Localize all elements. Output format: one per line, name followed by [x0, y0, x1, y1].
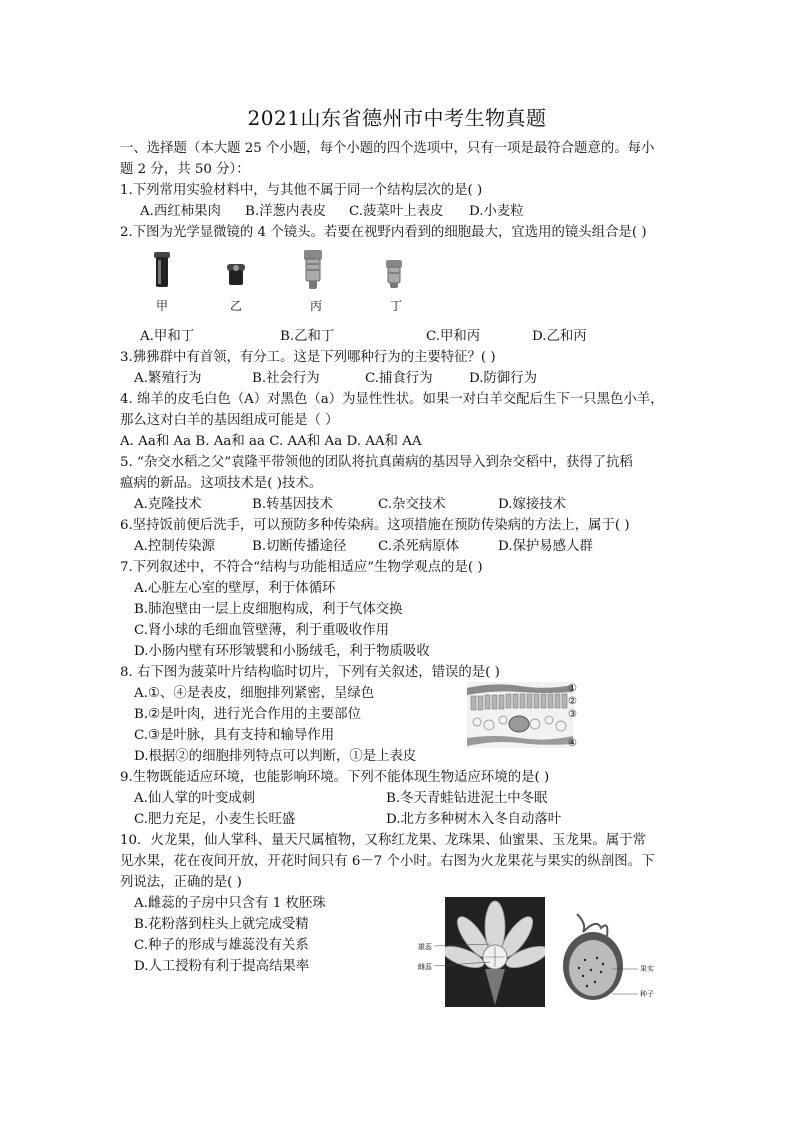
q8-option-c: C.③是叶脉，具有支持和输导作用 [134, 728, 335, 743]
q3-option-c: C.捕食行为 [365, 371, 433, 386]
lens-ding-icon [386, 260, 402, 288]
q7-option-a: A.心脏左心室的壁厚，利于体循环 [134, 581, 336, 596]
q6-option-c: C.杀死病原体 [378, 539, 459, 554]
lens-yi-icon [227, 264, 245, 285]
lens-jia-icon [154, 252, 170, 287]
section-heading-line1: 一、选择题（本大题 25 个小题，每个小题的四个选项中，只有一项是最符合题意的。每小 [120, 141, 655, 156]
q6-stem: 6.坚持饭前便后洗手，可以预防多种传染病。这项措施在预防传染病的方法上，属于( ) [120, 518, 630, 533]
q8-stem: 8. 右下图为菠菜叶片结构临时切片，下列有关叙述，错误的是( ) [120, 665, 500, 680]
q9-stem: 9.生物既能适应环境，也能影响环境。下列不能体现生物适应环境的是( ) [120, 770, 550, 785]
q5-option-c: C.杂交技术 [378, 497, 446, 512]
q5-line1: 5. “杂交水稻之父”袁隆平带领他的团队将抗真菌病的基因导入到杂交稻中，获得了抗稻 [120, 455, 633, 470]
q8-option-b: B.②是叶肉，进行光合作用的主要部位 [134, 707, 361, 722]
fruit-label-seed: 种子 [640, 990, 654, 998]
q3-stem: 3.狒狒群中有首领，有分工。这是下列哪种行为的主要特征？( ) [120, 350, 496, 365]
q5-option-b: B.转基因技术 [252, 497, 334, 512]
leaf-label-2: ② [568, 696, 577, 707]
q4-line1: 4. 绵羊的皮毛白色（A）对黑色（a）为显性性状。如果一对白羊交配后生下一只黑色小羊， [120, 392, 664, 407]
q9-option-a: A.仙人掌的叶变成刺 [134, 791, 256, 806]
q10-option-c: C.种子的形成与雄蕊没有关系 [134, 938, 309, 953]
q5-option-a: A.克隆技术 [134, 497, 202, 512]
leaf-label-1: ① [568, 683, 577, 694]
flower-pointer-lines [432, 940, 492, 970]
q1-option-c: C.菠菜叶上表皮 [349, 204, 444, 219]
q7-stem: 7.下列叙述中，不符合“结构与功能相适应”生物学观点的是( ) [120, 560, 483, 575]
q2-stem: 2.下图为光学显微镜的 4 个镜头。若要在视野内看到的细胞最大，宜选用的镜头组合是( ) [120, 225, 647, 240]
q6-option-a: A.控制传染源 [134, 539, 215, 554]
q2-option-d: D.乙和丙 [532, 329, 587, 344]
q9-option-d: D.北方多种树木入冬自动落叶 [386, 812, 562, 827]
lens-label-ding: 丁 [390, 299, 403, 313]
q1-option-d: D.小麦粒 [469, 204, 524, 219]
lens-bing-icon [304, 250, 322, 289]
q8-option-a: A.①、④是表皮，细胞排列紧密，呈绿色 [134, 686, 375, 701]
q6-option-b: B.切断传播途径 [252, 539, 347, 554]
q3-option-d: D.防御行为 [469, 371, 538, 386]
q1-option-a: A.西红柿果肉 [140, 204, 221, 219]
q5-option-d: D.嫁接技术 [498, 497, 567, 512]
q4-line2: 那么这对白羊的基因组成可能是（ ） [120, 413, 339, 428]
q10-line3: 列说法，正确的是( ) [120, 875, 242, 890]
q7-option-c: C.肾小球的毛细血管壁薄，利于重吸收作用 [134, 623, 390, 638]
q9-option-c: C.肥力充足，小麦生长旺盛 [134, 812, 296, 827]
q1-stem: 1.下列常用实验材料中，与其他不属于同一个结构层次的是( ) [120, 183, 483, 198]
q2-option-b: B.乙和丁 [280, 329, 335, 344]
lens-label-bing: 丙 [310, 299, 323, 313]
q4-options: A. Aa和 Aa B. Aa和 aa C. AA和 Aa D. AA和 AA [120, 434, 422, 449]
microscope-lens-figure [140, 248, 420, 318]
q3-option-b: B.社会行为 [252, 371, 320, 386]
q3-option-a: A.繁殖行为 [134, 371, 202, 386]
q1-option-b: B.洋葱内表皮 [245, 204, 327, 219]
flower-label-pistil: 雌蕊 [418, 963, 432, 971]
fruit-pointer-lines [612, 964, 640, 1000]
q6-option-d: D.保护易感人群 [498, 539, 593, 554]
flower-label-stamen: 雄蕊 [418, 943, 432, 951]
leaf-cross-section-figure [465, 680, 575, 750]
q2-option-c: C.甲和丙 [426, 329, 481, 344]
q2-option-a: A.甲和丁 [140, 329, 195, 344]
section-heading-line2: 题 2 分，共 50 分）： [120, 162, 250, 177]
q10-line1: 10．火龙果，仙人掌科、量天尺属植物，又称红龙果、龙珠果、仙蜜果、玉龙果。属于常 [120, 833, 646, 848]
q10-option-d: D.人工授粉有利于提高结果率 [134, 959, 310, 974]
leaf-label-4: ④ [568, 738, 577, 749]
page-title: 2021山东省德州市中考生物真题 [247, 106, 547, 130]
q10-line2: 见水果，花在夜间开放，开花时间只有 6－7 个小时。右图为火龙果花与果实的纵剖图。下 [120, 854, 655, 869]
q10-option-a: A.雌蕊的子房中只含有 1 枚胚珠 [134, 896, 326, 911]
q9-option-b: B.冬天青蛙钻进泥土中冬眠 [386, 791, 548, 806]
q10-option-b: B.花粉落到柱头上就完成受精 [134, 917, 309, 932]
lens-label-yi: 乙 [230, 299, 243, 313]
leaf-label-3: ③ [568, 709, 577, 720]
lens-label-jia: 甲 [156, 299, 169, 313]
fruit-label-fruit: 果实 [640, 965, 654, 973]
q7-option-b: B.肺泡壁由一层上皮细胞构成，利于气体交换 [134, 602, 403, 617]
q5-line2: 瘟病的新品。这项技术是( )技术。 [120, 476, 323, 491]
q7-option-d: D.小肠内壁有环形皱襞和小肠绒毛，利于物质吸收 [134, 644, 430, 659]
q8-option-d: D.根据②的细胞排列特点可以判断，①是上表皮 [134, 749, 417, 764]
